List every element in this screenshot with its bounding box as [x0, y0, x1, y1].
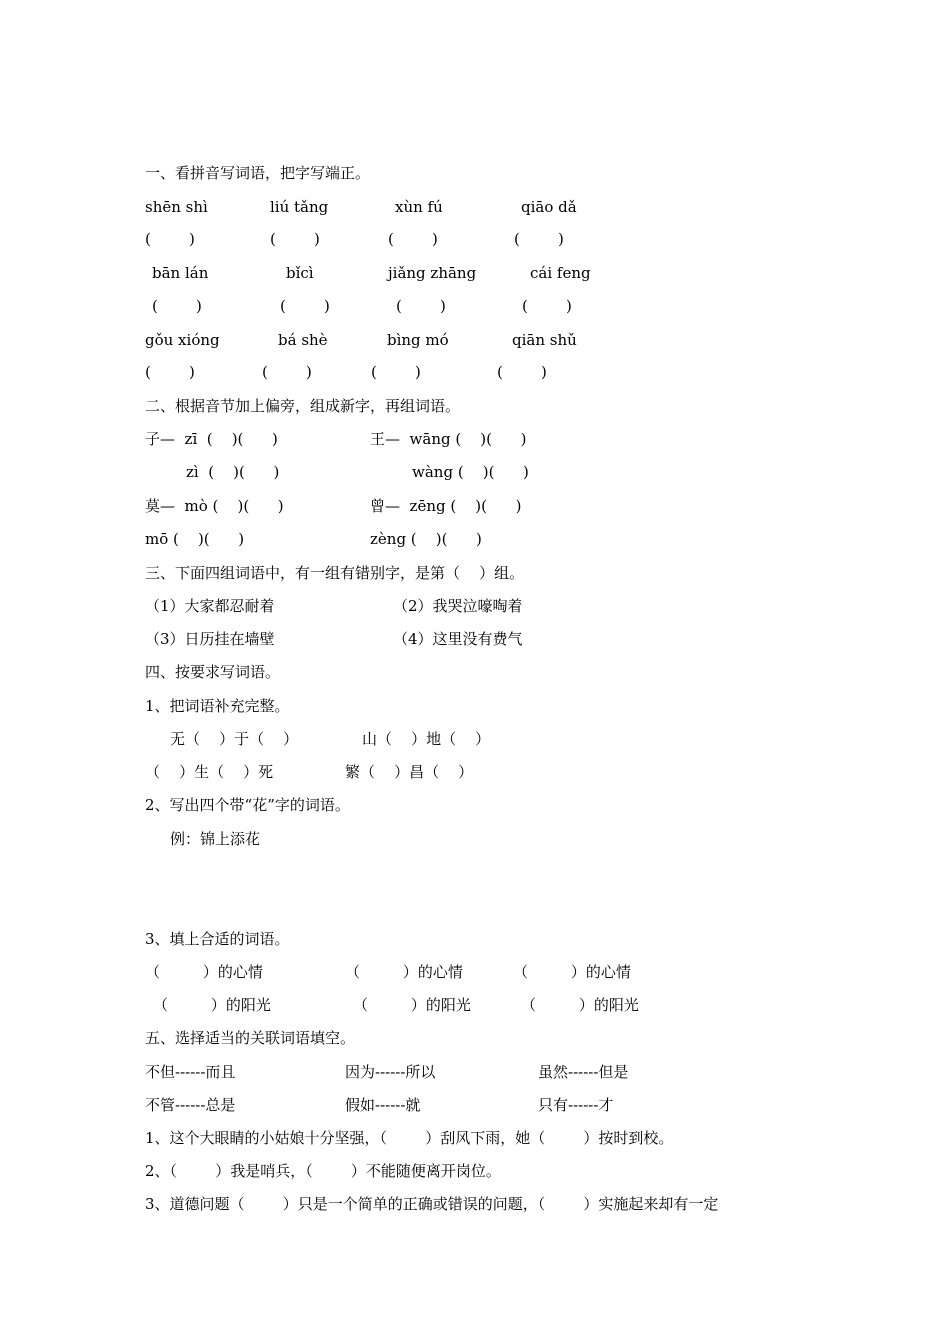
fill-phrase: （ ）的心情 [145, 963, 263, 981]
pinyin-item: cái feng [530, 264, 591, 282]
fill-phrase: （ ）的心情 [345, 963, 463, 981]
section-1-title: 一、看拼音写词语，把字写端正。 [145, 164, 371, 182]
radical-line: 子— zī ( )( ) [145, 430, 278, 448]
option-4: （4）这里没有费气 [393, 630, 523, 648]
connective-pair: 不管------总是 [145, 1096, 236, 1114]
pinyin-item: qiān shǔ [512, 331, 577, 349]
sentence-3: 3、道德问题（ ）只是一个简单的正确或错误的问题，（ ）实施起来却有一定 [145, 1195, 719, 1213]
question-2: 2、写出四个带“花”字的词语。 [145, 796, 350, 814]
option-2: （2）我哭泣嚎啕着 [393, 597, 523, 615]
radical-line: 曾— zēng ( )( ) [370, 497, 522, 515]
connective-pair: 只有------才 [538, 1096, 614, 1114]
section-3-title: 三、下面四组词语中，有一组有错别字，是第（ ）组。 [145, 564, 525, 582]
radical-line: mō ( )( ) [145, 530, 245, 548]
option-1: （1）大家都忍耐着 [145, 597, 275, 615]
pinyin-item: gǒu xióng [145, 331, 220, 349]
question-1: 1、把词语补充完整。 [145, 697, 290, 715]
fill-phrase: （ ）的心情 [513, 963, 631, 981]
sentence-1: 1、这个大眼睛的小姑娘十分坚强，（ ）刮风下雨，她（ ）按时到校。 [145, 1129, 674, 1147]
answer-blank: ( ) [514, 230, 564, 248]
pinyin-item: qiāo dǎ [521, 198, 577, 216]
section-5-title: 五、选择适当的关联词语填空。 [145, 1029, 356, 1047]
connective-pair: 不但------而且 [145, 1063, 236, 1081]
fill-phrase: 无（ ）于（ ） [170, 730, 299, 748]
option-3: （3）日历挂在墙壁 [145, 630, 275, 648]
section-2-title: 二、根据音节加上偏旁，组成新字，再组词语。 [145, 397, 461, 415]
fill-phrase: （ ）生（ ）死 [145, 763, 274, 781]
fill-phrase: （ ）的阳光 [353, 996, 471, 1014]
answer-blank: ( ) [388, 230, 438, 248]
pinyin-item: xùn fú [395, 198, 443, 216]
fill-phrase: 山（ ）地（ ） [362, 730, 491, 748]
answer-blank: ( ) [371, 363, 421, 381]
pinyin-item: shēn shì [145, 198, 208, 216]
answer-blank: ( ) [497, 363, 547, 381]
pinyin-item: bá shè [278, 331, 328, 349]
radical-line: wàng ( )( ) [412, 463, 529, 481]
answer-blank: ( ) [396, 297, 446, 315]
example-text: 例：锦上添花 [170, 830, 261, 848]
fill-phrase: 繁（ ）昌（ ） [345, 763, 474, 781]
pinyin-item: bìng mó [387, 331, 449, 349]
fill-phrase: （ ）的阳光 [153, 996, 271, 1014]
pinyin-item: bǐcì [286, 264, 314, 282]
answer-blank: ( ) [262, 363, 312, 381]
section-4-title: 四、按要求写词语。 [145, 663, 281, 681]
sentence-2: 2、（ ）我是哨兵，（ ）不能随便离开岗位。 [145, 1162, 501, 1180]
radical-line: zèng ( )( ) [370, 530, 482, 548]
answer-blank: ( ) [270, 230, 320, 248]
connective-pair: 假如------就 [345, 1096, 421, 1114]
answer-blank: ( ) [280, 297, 330, 315]
connective-pair: 虽然------但是 [538, 1063, 629, 1081]
answer-blank: ( ) [152, 297, 202, 315]
connective-pair: 因为------所以 [345, 1063, 436, 1081]
question-3: 3、填上合适的词语。 [145, 930, 290, 948]
answer-blank: ( ) [522, 297, 572, 315]
radical-line: zì ( )( ) [186, 463, 280, 481]
fill-phrase: （ ）的阳光 [521, 996, 639, 1014]
answer-blank: ( ) [145, 230, 195, 248]
answer-blank: ( ) [145, 363, 195, 381]
pinyin-item: liú tǎng [270, 198, 329, 216]
radical-line: 莫— mò ( )( ) [145, 497, 284, 515]
pinyin-item: jiǎng zhāng [388, 264, 477, 282]
radical-line: 王— wāng ( )( ) [370, 430, 527, 448]
pinyin-item: bān lán [152, 264, 209, 282]
